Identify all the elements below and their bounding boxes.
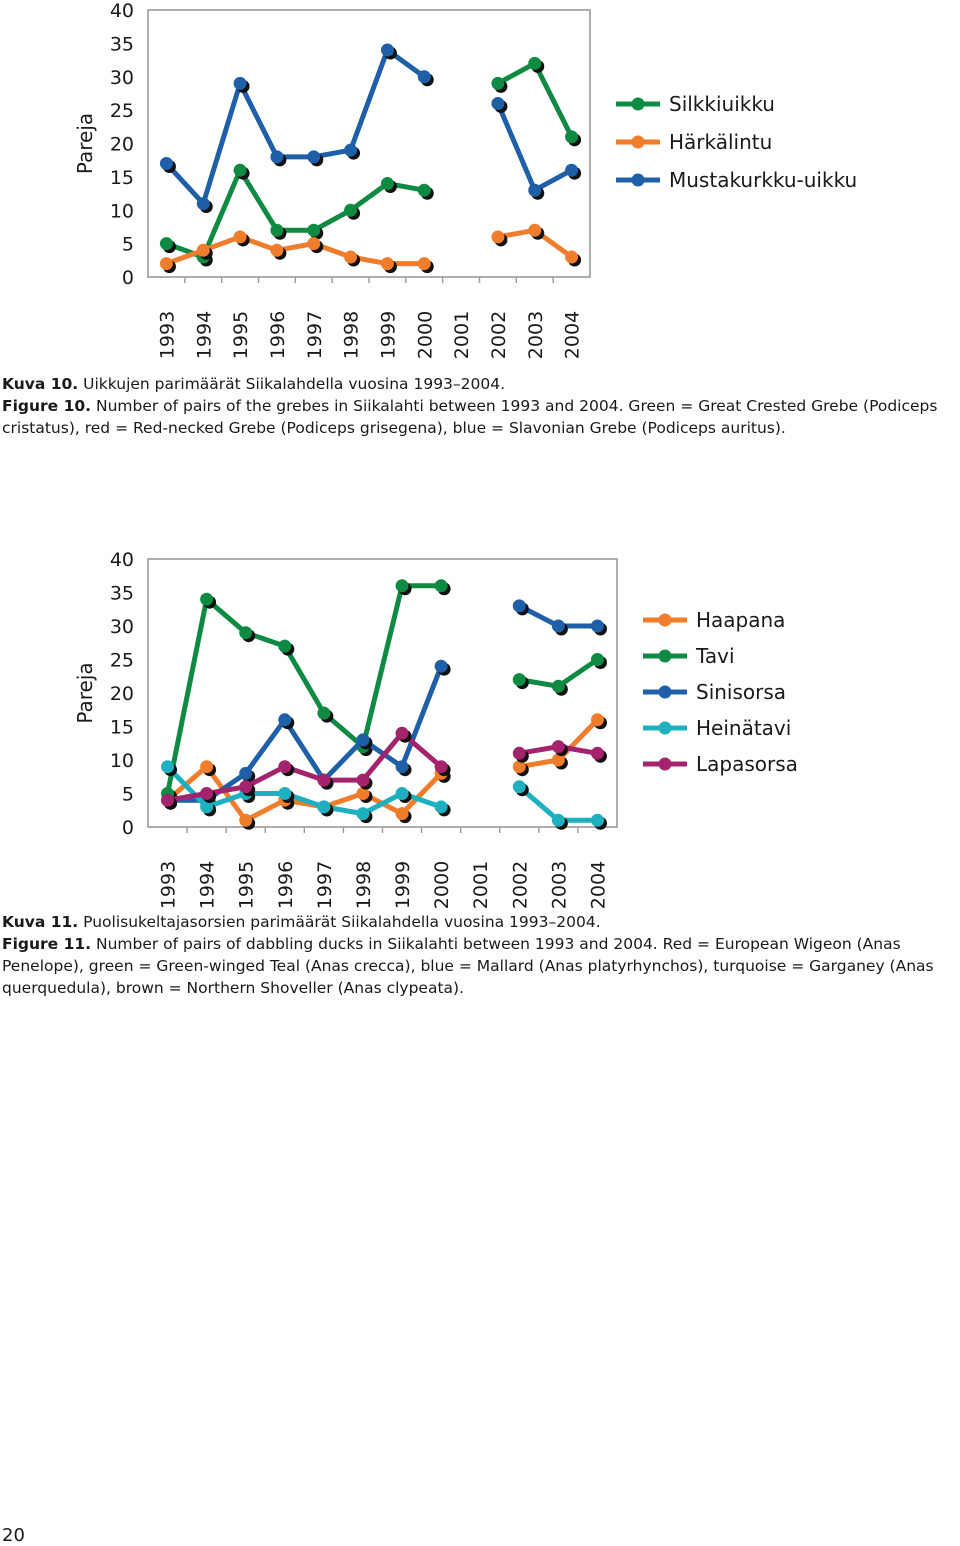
data-point <box>356 807 369 820</box>
data-point <box>552 680 565 693</box>
data-point <box>344 250 357 263</box>
x-tick-label: 1998 <box>340 310 363 360</box>
data-point <box>381 44 394 57</box>
series-1 <box>161 579 607 803</box>
x-tick-label: 1994 <box>196 860 219 910</box>
y-tick-label: 40 <box>109 549 134 571</box>
x-tick-label: 2001 <box>451 310 474 360</box>
figure-11-caption <box>2 911 958 999</box>
data-point <box>356 774 369 787</box>
data-point <box>270 244 283 257</box>
legend-swatch-dot <box>659 722 672 735</box>
data-point <box>591 747 604 760</box>
data-point <box>200 593 213 606</box>
data-point <box>418 257 431 270</box>
legend-swatch-dot <box>632 136 645 149</box>
x-tick-label: 1995 <box>230 310 253 360</box>
data-point <box>234 164 247 177</box>
data-point <box>435 800 448 813</box>
data-point <box>200 787 213 800</box>
x-tick-label: 1998 <box>352 860 375 910</box>
x-tick-label: 1999 <box>377 310 400 360</box>
y-tick-label: 5 <box>121 783 134 806</box>
y-tick-label: 0 <box>121 817 134 839</box>
legend-swatch-dot <box>632 174 645 187</box>
y-tick-label: 30 <box>109 66 134 89</box>
data-point <box>161 794 174 807</box>
data-point <box>552 740 565 753</box>
grebes-chart <box>0 0 960 360</box>
data-point <box>160 257 173 270</box>
legend-swatch-dot <box>659 650 672 663</box>
x-tick-label: 1997 <box>303 310 326 360</box>
y-tick-label: 10 <box>109 750 134 772</box>
data-point <box>552 814 565 827</box>
y-tick-label: 35 <box>109 33 134 56</box>
caption-fi: Kuva 11. Puolisukeltajasorsien parimäärät Siikalahdella vuosina 1993–2004. <box>2 913 601 931</box>
y-tick-label: 5 <box>121 233 134 256</box>
legend-item <box>616 92 775 116</box>
legend-label: Härkälintu <box>669 130 773 154</box>
y-tick-label: 15 <box>109 716 134 739</box>
x-tick-label: 1993 <box>156 310 179 360</box>
data-point <box>552 620 565 633</box>
x-tick-label: 2004 <box>561 310 584 360</box>
data-point <box>344 144 357 157</box>
y-tick-label: 30 <box>109 616 134 638</box>
legend-item <box>643 680 786 704</box>
series-2 <box>160 44 581 214</box>
data-point <box>528 57 541 70</box>
x-tick-label: 2004 <box>587 860 610 910</box>
y-axis-label: Pareja <box>73 112 97 175</box>
x-tick-label: 1997 <box>313 860 336 910</box>
data-point <box>513 599 526 612</box>
x-tick-label: 1995 <box>235 860 258 910</box>
data-point <box>396 807 409 820</box>
legend-item <box>643 752 798 776</box>
data-point <box>270 150 283 163</box>
legend-label: Lapasorsa <box>696 752 798 776</box>
data-point <box>161 760 174 773</box>
data-point <box>160 157 173 170</box>
legend-item <box>616 130 772 154</box>
data-point <box>278 713 291 726</box>
legend-item <box>616 168 857 192</box>
legend-label: Haapana <box>696 608 786 632</box>
x-tick-label: 2000 <box>414 310 437 360</box>
data-point <box>513 780 526 793</box>
x-tick-label: 2002 <box>487 310 510 360</box>
data-point <box>435 760 448 773</box>
y-tick-label: 10 <box>109 200 134 223</box>
y-tick-label: 25 <box>109 649 134 672</box>
data-point <box>565 250 578 263</box>
data-point <box>591 713 604 726</box>
data-point <box>513 673 526 686</box>
data-point <box>160 237 173 250</box>
data-point <box>491 77 504 90</box>
legend-label: Silkkiuikku <box>669 92 775 116</box>
data-point <box>396 579 409 592</box>
data-point <box>381 257 394 270</box>
y-tick-label: 20 <box>109 133 134 156</box>
data-point <box>239 626 252 639</box>
data-point <box>528 184 541 197</box>
x-tick-label: 1994 <box>193 310 216 360</box>
caption-en: Figure 10. Number of pairs of the grebes in Siikalahti between 1993 and 2004. Green = Great Crested Grebe (Podiceps cristatus), red = Red-necked Grebe (Podiceps grisegena), blue = Slavonian Grebe (Podiceps auritus). <box>2 397 938 437</box>
data-point <box>356 733 369 746</box>
legend-swatch-dot <box>659 686 672 699</box>
data-point <box>239 814 252 827</box>
data-point <box>418 184 431 197</box>
data-point <box>197 244 210 257</box>
y-axis-label: Pareja <box>73 662 97 724</box>
data-point <box>278 787 291 800</box>
data-point <box>344 204 357 217</box>
data-point <box>239 767 252 780</box>
series-2 <box>161 599 607 809</box>
data-point <box>435 660 448 673</box>
x-tick-label: 1996 <box>266 310 289 360</box>
data-point <box>278 760 291 773</box>
data-point <box>435 579 448 592</box>
legend-swatch-dot <box>632 98 645 111</box>
legend-item <box>643 644 735 668</box>
data-point <box>565 164 578 177</box>
data-point <box>565 130 578 143</box>
series-1 <box>160 224 581 273</box>
data-point <box>317 707 330 720</box>
data-point <box>307 237 320 250</box>
x-tick-label: 2003 <box>548 860 571 910</box>
figure-10-caption <box>2 373 958 439</box>
data-point <box>491 230 504 243</box>
legend-item <box>643 716 791 740</box>
data-point <box>197 197 210 210</box>
legend-swatch-dot <box>659 758 672 771</box>
legend-label: Mustakurkku-uikku <box>669 168 858 192</box>
legend-label: Sinisorsa <box>696 680 787 704</box>
data-point <box>418 70 431 83</box>
legend-label: Tavi <box>696 644 735 668</box>
data-point <box>200 760 213 773</box>
data-point <box>270 224 283 237</box>
legend-swatch-dot <box>659 614 672 627</box>
x-tick-label: 2000 <box>431 860 454 910</box>
data-point <box>591 620 604 633</box>
data-point <box>396 787 409 800</box>
data-point <box>234 230 247 243</box>
y-tick-label: 25 <box>109 100 134 123</box>
data-point <box>239 780 252 793</box>
x-tick-label: 2002 <box>509 860 532 910</box>
x-tick-label: 2003 <box>524 310 547 360</box>
data-point <box>307 224 320 237</box>
data-point <box>396 760 409 773</box>
x-tick-label: 2001 <box>470 860 493 910</box>
y-tick-label: 20 <box>109 683 134 705</box>
data-point <box>317 774 330 787</box>
series-0 <box>161 713 607 830</box>
data-point <box>591 814 604 827</box>
data-point <box>234 77 247 90</box>
y-tick-label: 40 <box>109 0 134 22</box>
data-point <box>513 747 526 760</box>
page-number: 20 <box>2 1525 25 1546</box>
x-tick-label: 1993 <box>157 860 180 910</box>
data-point <box>307 150 320 163</box>
data-point <box>278 640 291 653</box>
data-point <box>591 653 604 666</box>
data-point <box>491 97 504 110</box>
x-tick-label: 1996 <box>274 860 297 910</box>
caption-en: Figure 11. Number of pairs of dabbling ducks in Siikalahti between 1993 and 2004. Red = European Wigeon (Anas Penelope), green = Green-winged Teal (Anas crecca), blue = Mallard (Anas platyrhynchos), turquoise = Garganey (Anas querquedula), brown = Northern Shoveller (Anas clypeata). <box>2 935 934 997</box>
dabbling-ducks-chart <box>0 540 960 910</box>
y-tick-label: 0 <box>121 267 134 289</box>
data-point <box>317 800 330 813</box>
x-tick-label: 1999 <box>392 860 415 910</box>
data-point <box>381 177 394 190</box>
y-tick-label: 35 <box>109 582 134 605</box>
caption-fi: Kuva 10. Uikkujen parimäärät Siikalahdella vuosina 1993–2004. <box>2 375 506 393</box>
data-point <box>396 727 409 740</box>
legend-item <box>643 608 785 632</box>
legend-label: Heinätavi <box>696 716 792 740</box>
y-tick-label: 15 <box>109 166 134 189</box>
data-point <box>528 224 541 237</box>
